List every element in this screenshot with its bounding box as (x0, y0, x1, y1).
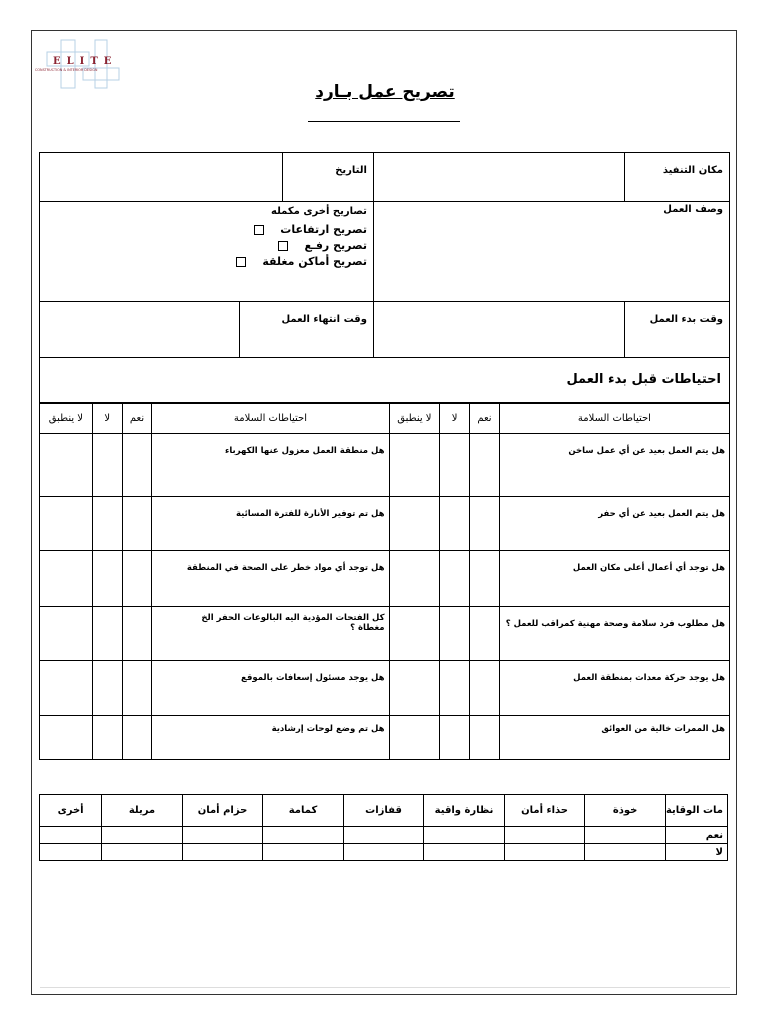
answer-no[interactable] (440, 716, 470, 760)
permit-option-confined-label: تصريح أماكن مغلقة (262, 255, 367, 268)
answer-na[interactable] (40, 434, 93, 497)
location-field[interactable] (373, 153, 624, 202)
answer-no[interactable] (440, 434, 470, 497)
start-time-label: وقت بدء العمل (624, 302, 729, 358)
permit-option-heights-label: تصريح ارتفاعات (280, 223, 367, 236)
ppe-cell[interactable] (585, 844, 666, 861)
ppe-cell[interactable] (102, 827, 183, 844)
question-left: هل تم توفير الأنارة للفترة المسائية (152, 497, 389, 551)
answer-yes[interactable] (470, 497, 500, 551)
ppe-cell[interactable] (182, 827, 263, 844)
answer-na[interactable] (40, 716, 93, 760)
permit-header-table (39, 152, 730, 404)
question-right: هل يوجد حركة معدات بمنطقة العمل (499, 661, 729, 716)
answer-na[interactable] (389, 716, 440, 760)
permit-option-lifting[interactable] (46, 239, 367, 252)
answer-na[interactable] (40, 661, 93, 716)
ppe-header-cell: حزام أمان (182, 795, 263, 827)
ppe-cell[interactable] (343, 844, 424, 861)
question-right: هل الممرات خالية من العوائق (499, 716, 729, 760)
answer-na[interactable] (389, 551, 440, 607)
ppe-header-cell: مريلة (102, 795, 183, 827)
ppe-header-cell: حذاء أمان (504, 795, 585, 827)
answer-no[interactable] (92, 661, 122, 716)
answer-na[interactable] (40, 551, 93, 607)
start-time-field[interactable] (373, 302, 624, 358)
answer-no[interactable] (92, 551, 122, 607)
ppe-header-cell: أخرى (40, 795, 102, 827)
col-safety-left: احتياطات السلامة (152, 403, 389, 434)
ppe-cell[interactable] (263, 844, 344, 861)
col-yes-left: نعم (122, 403, 152, 434)
ppe-cell[interactable] (40, 827, 102, 844)
end-time-field[interactable] (40, 302, 239, 357)
col-yes-right: نعم (470, 403, 500, 434)
question-right: هل يتم العمل بعيد عن أي عمل ساخن (499, 434, 729, 497)
answer-no[interactable] (440, 497, 470, 551)
other-permits-cell (40, 202, 374, 302)
ppe-header-cell: نظارة واقية (424, 795, 505, 827)
answer-no[interactable] (440, 551, 470, 607)
end-time-subtable (40, 302, 373, 357)
page-title: تصريح عمل بـارد (315, 82, 455, 102)
answer-no[interactable] (92, 607, 122, 661)
location-label: مكان التنفيذ (624, 153, 729, 202)
answer-yes[interactable] (470, 434, 500, 497)
table-row (40, 551, 730, 607)
title-underline (308, 121, 460, 122)
ppe-header-cell: قفازات (343, 795, 424, 827)
ppe-header-cell: خوذة (585, 795, 666, 827)
ppe-cell[interactable] (504, 844, 585, 861)
col-safety-right: احتياطات السلامة (499, 403, 729, 434)
ppe-row-label: نعم (665, 827, 727, 844)
precautions-heading: احتياطات قبل بدء العمل (40, 358, 730, 404)
table-row (40, 607, 730, 661)
question-right: هل مطلوب فرد سلامة وصحة مهنية كمراقب للعمل ؟ (499, 607, 729, 661)
ppe-cell[interactable] (182, 844, 263, 861)
footer-rule (40, 987, 730, 988)
permit-option-confined-checkbox[interactable] (236, 257, 246, 267)
permit-option-confined[interactable] (46, 255, 367, 268)
answer-yes[interactable] (122, 434, 152, 497)
logo-tagline: CONSTRUCTION & INTERIOR DESIGN (35, 68, 98, 72)
answer-na[interactable] (40, 497, 93, 551)
answer-yes[interactable] (470, 607, 500, 661)
ppe-row-no (40, 844, 728, 861)
date-label: التاريخ (282, 153, 373, 202)
permit-option-heights[interactable] (46, 223, 367, 236)
col-na-left: لا ينطبق (40, 403, 93, 434)
permit-option-lifting-checkbox[interactable] (278, 241, 288, 251)
ppe-row-yes (40, 827, 728, 844)
answer-yes[interactable] (470, 661, 500, 716)
ppe-header-row (40, 795, 728, 827)
table-row (40, 661, 730, 716)
ppe-cell[interactable] (585, 827, 666, 844)
answer-na[interactable] (389, 434, 440, 497)
ppe-cell[interactable] (343, 827, 424, 844)
question-left: هل منطقة العمل معزول عنها الكهرباء (152, 434, 389, 497)
end-time-label: وقت انتهاء العمل (239, 302, 373, 357)
answer-no[interactable] (92, 434, 122, 497)
ppe-cell[interactable] (424, 827, 505, 844)
answer-no[interactable] (92, 716, 122, 760)
col-no-left: لا (92, 403, 122, 434)
permit-option-lifting-label: تصريح رفـع (304, 239, 367, 252)
answer-no[interactable] (92, 497, 122, 551)
work-description-cell[interactable] (373, 202, 729, 302)
question-left: هل توجد أي مواد خطر على الصحة في المنطقة (152, 551, 389, 607)
logo-name: ELITE (53, 56, 118, 67)
table-row (40, 716, 730, 760)
table-row (40, 434, 730, 497)
answer-na[interactable] (389, 661, 440, 716)
col-na-right: لا ينطبق (389, 403, 440, 434)
end-time-cell (40, 302, 374, 358)
answer-yes[interactable] (122, 497, 152, 551)
permit-option-heights-checkbox[interactable] (254, 225, 264, 235)
answer-no[interactable] (440, 661, 470, 716)
answer-yes[interactable] (122, 661, 152, 716)
date-field[interactable] (40, 153, 283, 202)
ppe-cell[interactable] (424, 844, 505, 861)
answer-yes[interactable] (122, 551, 152, 607)
answer-na[interactable] (40, 607, 93, 661)
ppe-header-cell: كمامة (263, 795, 344, 827)
col-no-right: لا (440, 403, 470, 434)
answer-no[interactable] (440, 607, 470, 661)
question-left: هل يوجد مسئول إسعافات بالموقع (152, 661, 389, 716)
answer-yes[interactable] (470, 716, 500, 760)
question-right: هل يتم العمل بعيد عن أي حفر (499, 497, 729, 551)
ppe-cell[interactable] (263, 827, 344, 844)
answer-yes[interactable] (122, 716, 152, 760)
answer-na[interactable] (389, 497, 440, 551)
table-row (40, 497, 730, 551)
elite-logo (33, 38, 158, 90)
answer-na[interactable] (389, 607, 440, 661)
ppe-cell[interactable] (40, 844, 102, 861)
ppe-table (39, 794, 728, 861)
answer-yes[interactable] (122, 607, 152, 661)
work-description-label: وصف العمل (663, 204, 723, 215)
precautions-table (39, 402, 730, 760)
ppe-cell[interactable] (504, 827, 585, 844)
answer-yes[interactable] (470, 551, 500, 607)
question-left: هل تم وضع لوحات إرشادية (152, 716, 389, 760)
question-left: كل الفتحات المؤدية اليه البالوعات الحفر الخ مغطاة ؟ (152, 607, 389, 661)
ppe-cell[interactable] (102, 844, 183, 861)
question-right: هل توجد أي أعمال أعلى مكان العمل (499, 551, 729, 607)
ppe-header-cell: مات الوقاية (665, 795, 727, 827)
ppe-row-label: لا (665, 844, 727, 861)
other-permits-label: تصاريح أخرى مكمله (271, 206, 367, 217)
